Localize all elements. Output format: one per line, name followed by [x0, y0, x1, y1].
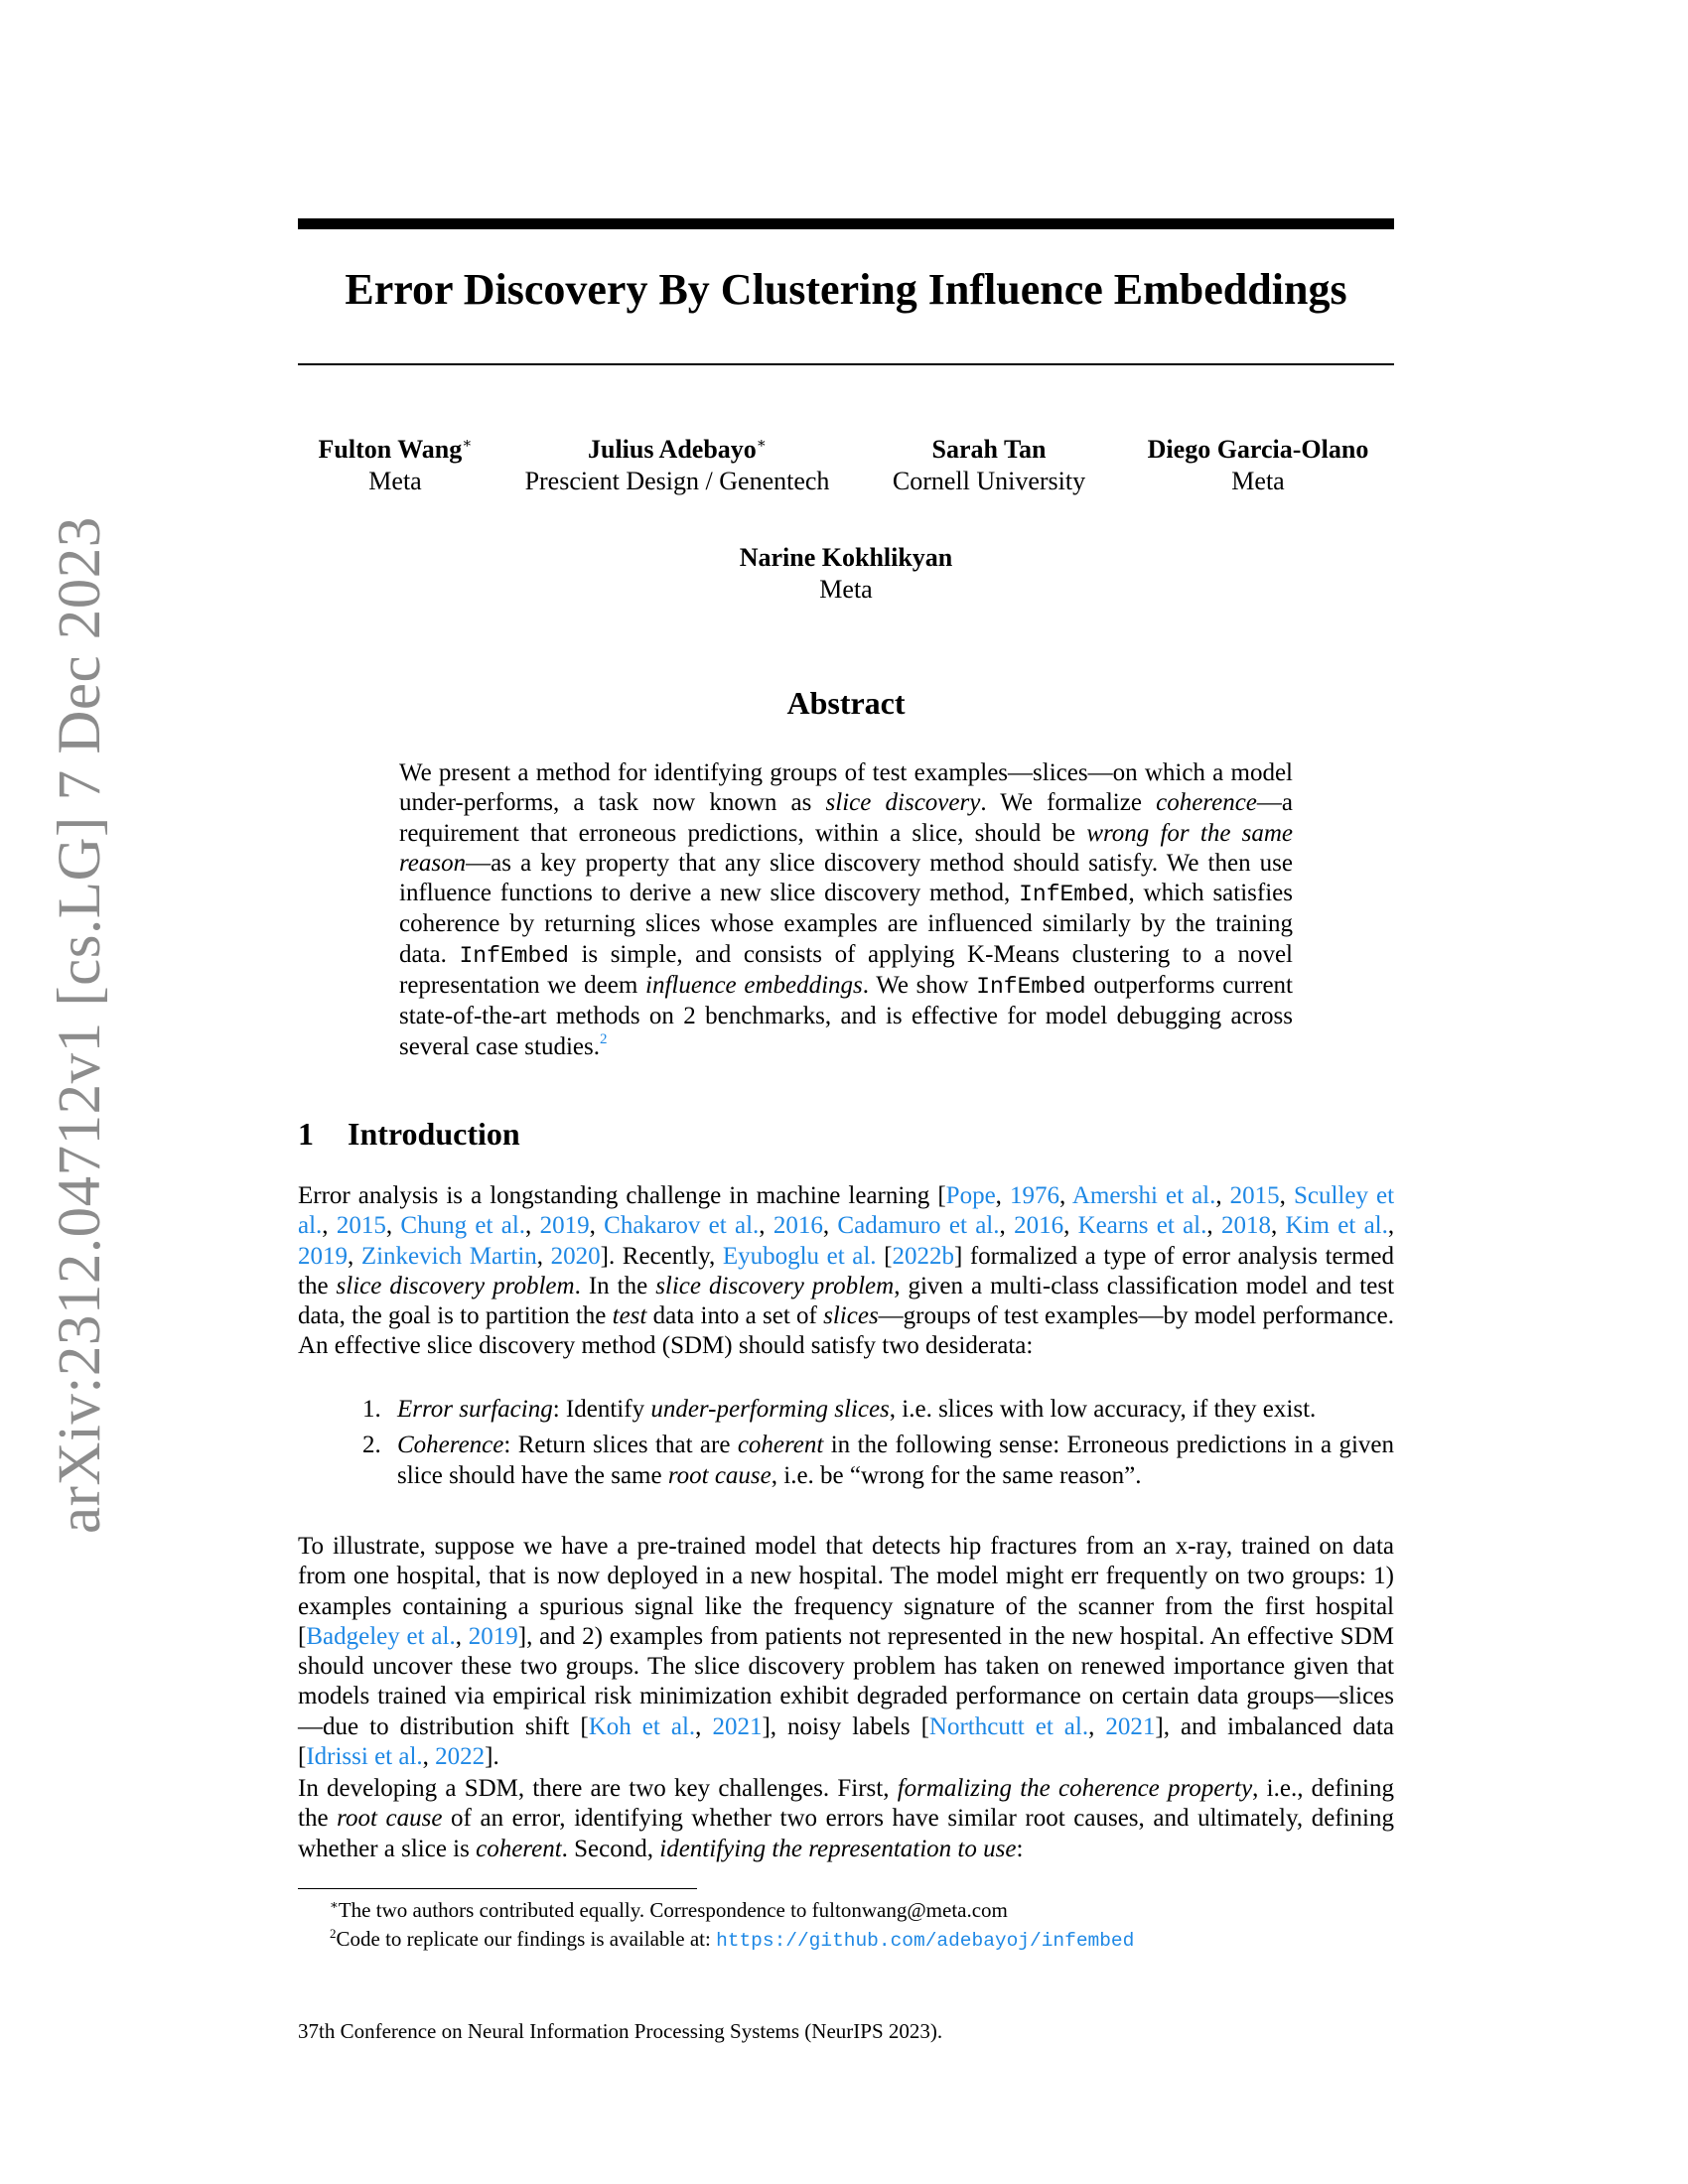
section-heading-introduction: 1 Introduction — [298, 1116, 520, 1152]
author-name: Narine Kokhlikyan — [739, 543, 953, 572]
author-block — [870, 434, 1108, 497]
intro-paragraph: To illustrate, suppose we have a pre-trained model that detects hip fractures from an x-ray, trained on data from one hospital, that is now deployed in a new hospital. The model might err frequently on two groups: 1) examples containing a spurious signal like the frequency signature of the scanner from the first hospital [Badgeley et al., 2019], and 2) examples from patients not represented in the new hospital. An effective SDM should uncover these two groups. The slice discovery problem has taken on renewed importance given that models trained via empirical risk minimization exhibit degraded performance on certain data groups—slices—due to distribution shift [Koh et al., 2021], noisy labels [Northcutt et al., 2021], and imbalanced data [Idrissi et al., 2022]. — [298, 1533, 1394, 1771]
footnote-rule — [298, 1888, 697, 1889]
paper-title: Error Discovery By Clustering Influence Embeddings — [345, 265, 1347, 314]
citation-link[interactable]: Pope — [945, 1182, 996, 1209]
author-block — [1122, 434, 1394, 497]
citation-link[interactable]: 2015 — [336, 1212, 386, 1240]
code-term: InfEmbed — [459, 942, 569, 969]
citation-link[interactable]: Koh et al. — [588, 1712, 696, 1740]
citation-link[interactable]: 2018 — [1220, 1212, 1271, 1240]
author-affiliation: Meta — [368, 467, 422, 495]
citation-link[interactable]: Chung et al. — [400, 1212, 526, 1240]
author-affiliation: Cornell University — [892, 467, 1086, 495]
citation-link[interactable]: 2021 — [712, 1712, 763, 1740]
citation-link[interactable]: Northcutt et al. — [928, 1712, 1089, 1740]
citation-link[interactable]: 1976 — [1009, 1182, 1059, 1209]
footnote: $^2$Code to replicate our findings is available at: https://github.com/adebayoj/infembed — [330, 1926, 1135, 1952]
title-top-rule — [298, 218, 1394, 229]
citation-link[interactable]: 2022b — [892, 1242, 954, 1270]
citation-link[interactable]: 2019 — [298, 1242, 348, 1270]
code-term: InfEmbed — [1019, 882, 1129, 908]
citation-link[interactable]: Zinkevich Martin — [360, 1242, 537, 1270]
author-affiliation: Prescient Design / Genentech — [524, 467, 830, 495]
list-item: 2. Coherence: Return slices that are coherent in the following sense: Erroneous predictions in a given slice should have the same root cause, i.e. be “wrong for the same reason”. — [362, 1432, 1394, 1489]
code-term: InfEmbed — [976, 974, 1086, 1001]
citation-link[interactable]: 2020 — [550, 1242, 601, 1270]
citation-link[interactable]: 2016 — [1014, 1212, 1064, 1240]
citation-link[interactable]: Chakarov et al. — [604, 1212, 760, 1240]
title-bottom-rule — [298, 363, 1394, 365]
citation-link[interactable]: Badgeley et al. — [306, 1622, 456, 1650]
author-affiliation: Meta — [1231, 467, 1285, 495]
abstract-heading: Abstract — [786, 685, 906, 721]
author-name: Diego Garcia-Olano — [1147, 435, 1369, 464]
author-block — [298, 434, 492, 497]
footnote: ∗The two authors contributed equally. Correspondence to fultonwang@meta.com — [330, 1897, 1008, 1922]
citation-link[interactable]: Sculley et al. — [298, 1182, 1395, 1240]
citation-link[interactable]: Cadamuro et al. — [837, 1212, 1000, 1240]
citation-link[interactable]: 2015 — [1229, 1182, 1280, 1209]
citation-link[interactable]: 2022 — [435, 1743, 486, 1771]
arxiv-identifier-stamp: arXiv:2312.04712v1 [cs.LG] 7 Dec 2023 — [47, 516, 113, 1534]
venue-note: 37th Conference on Neural Information Processing Systems (NeurIPS 2023). — [298, 2019, 943, 2043]
code-repository-link[interactable]: https://github.com/adebayoj/infembed — [716, 1930, 1135, 1952]
author-name: Fulton Wang∗ — [318, 435, 473, 464]
list-item: 1. Error surfacing: Identify under-performing slices, i.e. slices with low accuracy, if they exist. — [362, 1396, 1317, 1423]
author-name: Sarah Tan — [931, 435, 1047, 464]
citation-link[interactable]: 2019 — [539, 1212, 590, 1240]
author-block — [506, 434, 848, 497]
author-name: Julius Adebayo∗ — [588, 435, 767, 464]
desiderata-list — [298, 1395, 1394, 1491]
abstract-body: We present a method for identifying groups of test examples—slices—on which a model under-performs, a task now known as slice discovery. We formalize coherence—a requirement that erroneous predictions, within a slice, should be wrong for the same reason—as a key property that any slice discovery method should satisfy. We then use influence functions to derive a new slice discovery method, InfEmbed, which satisfies coherence by returning slices whose examples are influenced similarly by the training data. InfEmbed is simple, and consists of applying K-Means clustering to a novel representation we deem influence embeddings. We show InfEmbed outperforms current state-of-the-art methods on 2 benchmarks, and is effective for model debugging across several case studies.$^2$ — [399, 759, 1294, 1060]
intro-paragraph: Error analysis is a longstanding challenge in machine learning [Pope, 1976, Amershi et al., 2015, Sculley et al., 2015, Chung et al., 2019, Chakarov et al., 2016, Cadamuro et al., 2016, Kearns et al., 2018, Kim et al., 2019, Zinkevich Martin, 2020]. Recently, Eyuboglu et al. [2022b] formalized a type of error analysis termed the slice discovery problem. In the slice discovery problem, given a multi-class classification model and test data, the goal is to partition the test data into a set of slices—groups of test examples—by model performance. An effective slice discovery method (SDM) should satisfy two desiderata: — [298, 1182, 1395, 1360]
citation-link[interactable]: Idrissi et al. — [306, 1743, 423, 1771]
intro-paragraph: In developing a SDM, there are two key challenges. First, formalizing the coherence property, i.e., defining the root cause of an error, identifying whether two errors have similar root causes, and ultimately, defining whether a slice is coherent. Second, identifying the representation to use: — [298, 1775, 1395, 1862]
citation-link[interactable]: Kim et al. — [1285, 1212, 1388, 1240]
citation-link[interactable]: 2021 — [1105, 1712, 1156, 1740]
footnote-link[interactable]: 2 — [600, 1030, 608, 1047]
author-block — [697, 542, 995, 606]
citation-link[interactable]: Kearns et al. — [1077, 1212, 1207, 1240]
author-affiliation: Meta — [819, 575, 873, 604]
citation-link[interactable]: 2019 — [468, 1622, 518, 1650]
citation-link[interactable]: Eyuboglu et al. — [722, 1242, 877, 1270]
citation-link[interactable]: 2016 — [773, 1212, 823, 1240]
citation-link[interactable]: Amershi et al. — [1071, 1182, 1216, 1209]
